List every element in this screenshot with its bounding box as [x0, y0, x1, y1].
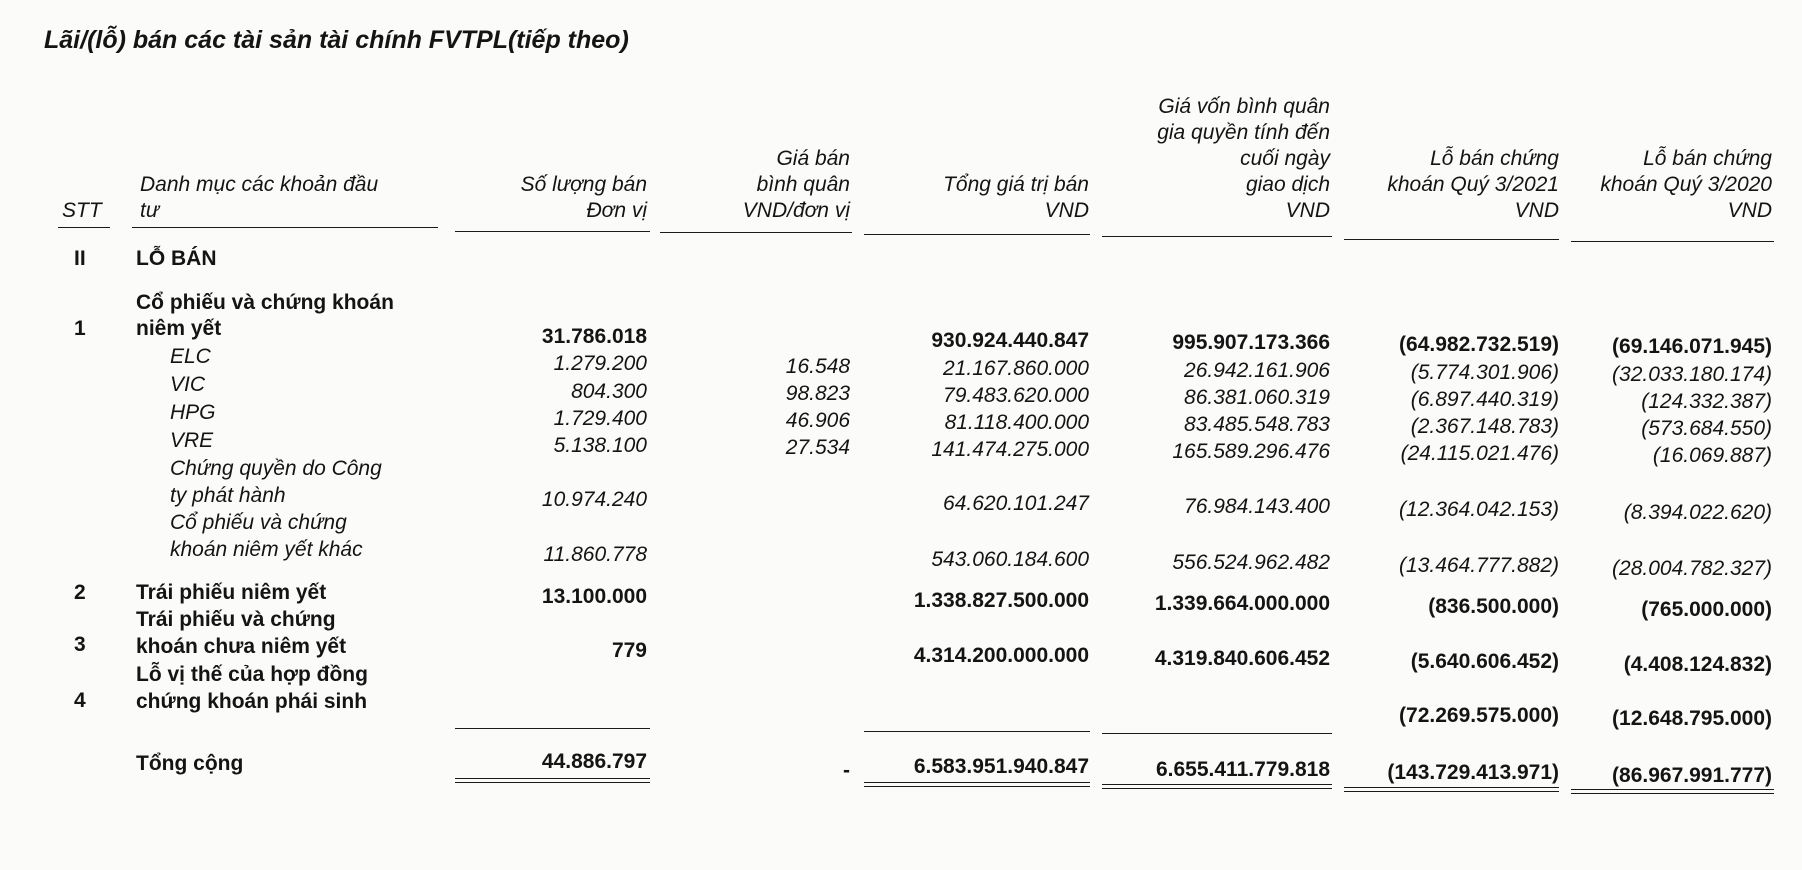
row-name-line1: Cổ phiếu và chứng [170, 511, 347, 534]
row-stt: 2 [74, 581, 86, 604]
total-loss2021: (143.729.413.971) [1387, 761, 1559, 784]
row-qty: 804.300 [571, 380, 647, 403]
header-cost-line2: gia quyền tính đến [1157, 121, 1330, 144]
header-underline-total [864, 234, 1090, 235]
row-name: VRE [170, 429, 214, 452]
row-cost: 1.339.664.000.000 [1154, 592, 1330, 615]
row-cost: 86.381.060.319 [1184, 386, 1330, 409]
row-qty: 10.974.240 [541, 488, 647, 511]
row-name: VIC [170, 373, 206, 396]
row-stt: 4 [74, 689, 86, 712]
header-underline-qty [455, 231, 650, 232]
row-loss2021: (6.897.440.319) [1410, 388, 1559, 411]
page-title: Lãi/(lỗ) bán các tài sản tài chính FVTPL(tiếp theo) [44, 26, 629, 54]
row-cost: 26.942.161.906 [1184, 359, 1330, 382]
row-qty: 11.860.778 [543, 543, 647, 566]
row-loss2021: (5.640.606.452) [1410, 650, 1559, 673]
row-cost: 556.524.962.482 [1172, 551, 1330, 574]
row-total: 930.924.440.847 [931, 329, 1089, 352]
row-qty: 5.138.100 [553, 434, 647, 457]
total-label: Tổng cộng [136, 752, 244, 775]
row-name-line2: niêm yết [136, 317, 222, 340]
row-loss2021: (13.464.777.882) [1399, 554, 1559, 577]
header-underline-cost [1102, 236, 1332, 237]
header-cost-line5: VND [1285, 199, 1330, 222]
total-double-line-loss2020 [1571, 789, 1774, 794]
header-loss2021-line2: khoán Quý 3/2021 [1387, 173, 1559, 196]
total-total: 6.583.951.940.847 [913, 755, 1089, 778]
row-total: 141.474.275.000 [931, 438, 1089, 461]
header-price-line3: VND/đơn vị [742, 199, 850, 222]
row-name-line1: Cổ phiếu và chứng khoán [136, 291, 394, 314]
total-double-line-cost [1102, 784, 1332, 789]
row-loss2020: (69.146.071.945) [1612, 335, 1772, 358]
row-loss2020: (32.033.180.174) [1612, 363, 1772, 386]
row-name-line2: chứng khoán phái sinh [136, 690, 368, 713]
row-cost: 4.319.840.606.452 [1154, 647, 1330, 670]
row-name: Trái phiếu niêm yết [136, 581, 327, 604]
row-total: 64.620.101.247 [943, 492, 1089, 515]
row-loss2020: (124.332.387) [1641, 390, 1772, 413]
row-price: 46.906 [785, 409, 850, 432]
header-loss2020-line1: Lỗ bán chứng [1643, 147, 1772, 170]
row-qty: 31.786.018 [541, 325, 647, 348]
row-name-line1: Chứng quyền do Công [170, 457, 382, 480]
row-loss2020: (28.004.782.327) [1612, 557, 1772, 580]
header-underline-loss2021 [1344, 239, 1559, 240]
row-cost: 76.984.143.400 [1184, 495, 1330, 518]
row-stt: 3 [74, 633, 86, 656]
row-loss2021: (72.269.575.000) [1399, 704, 1559, 727]
total-loss2020: (86.967.991.777) [1612, 764, 1772, 787]
total-double-line-total [864, 782, 1090, 787]
header-price-line2: bình quân [756, 173, 850, 196]
header-total-line1: Tổng giá trị bán [943, 173, 1089, 196]
header-qty-line1: Số lượng bán [520, 173, 647, 196]
row-loss2020: (4.408.124.832) [1623, 653, 1772, 676]
row-qty: 13.100.000 [541, 585, 647, 608]
row-loss2021: (836.500.000) [1428, 595, 1559, 618]
row-loss2020: (573.684.550) [1641, 417, 1772, 440]
row-name: HPG [170, 401, 216, 424]
row-loss2021: (24.115.021.476) [1400, 442, 1559, 465]
row-qty: 1.729.400 [553, 407, 647, 430]
row-loss2021: (64.982.732.519) [1399, 333, 1559, 356]
total-qty: 44.886.797 [541, 750, 647, 773]
header-cost-line4: giao dịch [1245, 173, 1330, 196]
subtotal-line-qty [455, 728, 650, 729]
row-name-line2: khoán chưa niêm yết [136, 635, 347, 658]
row-cost: 165.589.296.476 [1172, 440, 1330, 463]
header-stt: STT [62, 199, 102, 222]
row-qty: 1.279.200 [553, 352, 647, 375]
header-underline-stt [58, 227, 110, 228]
row-loss2020: (12.648.795.000) [1612, 707, 1772, 730]
subtotal-line-total [864, 731, 1090, 732]
header-loss2020-line3: VND [1727, 199, 1772, 222]
total-price: - [843, 759, 850, 782]
row-loss2021: (5.774.301.906) [1410, 361, 1559, 384]
row-loss2020: (16.069.887) [1652, 444, 1772, 467]
row-name-line1: Lỗ vị thế của hợp đồng [136, 663, 368, 686]
header-underline-name [132, 227, 438, 228]
row-price: 16.548 [785, 355, 850, 378]
row-loss2020: (765.000.000) [1641, 598, 1772, 621]
row-loss2021: (12.364.042.153) [1399, 498, 1559, 521]
row-total: 21.167.860.000 [943, 357, 1089, 380]
row-name-line1: Trái phiếu và chứng [136, 608, 336, 631]
total-cost: 6.655.411.779.818 [1155, 758, 1330, 781]
row-total: 4.314.200.000.000 [913, 644, 1089, 667]
subtotal-line-cost [1102, 733, 1332, 734]
total-double-line-loss2021 [1344, 787, 1559, 792]
header-name-line1: Danh mục các khoản đầu [140, 173, 379, 196]
row-price: 27.534 [785, 436, 850, 459]
row-stt: 1 [74, 317, 86, 340]
header-name-line2: tư [140, 199, 160, 222]
header-price-line1: Giá bán [776, 147, 850, 170]
header-underline-loss2020 [1571, 241, 1774, 242]
row-name: ELC [170, 345, 211, 368]
total-double-line-qty [455, 778, 650, 783]
row-total: 79.483.620.000 [943, 384, 1089, 407]
row-cost: 995.907.173.366 [1172, 331, 1330, 354]
section-label: LỖ BÁN [136, 247, 217, 270]
header-loss2020-line2: khoán Quý 3/2020 [1600, 173, 1772, 196]
row-loss2020: (8.394.022.620) [1623, 501, 1772, 524]
row-price: 98.823 [785, 382, 850, 405]
section-stt: II [74, 247, 86, 270]
header-cost-line3: cuối ngày [1240, 147, 1330, 170]
header-loss2021-line3: VND [1514, 199, 1559, 222]
row-total: 1.338.827.500.000 [913, 589, 1089, 612]
row-name-line2: ty phát hành [170, 484, 286, 507]
header-total-line2: VND [1044, 199, 1089, 222]
header-loss2021-line1: Lỗ bán chứng [1430, 147, 1559, 170]
row-total: 81.118.400.000 [944, 411, 1089, 434]
row-loss2021: (2.367.148.783) [1410, 415, 1559, 438]
row-qty: 779 [611, 639, 647, 662]
row-cost: 83.485.548.783 [1184, 413, 1330, 436]
header-qty-line2: Đơn vị [586, 199, 647, 222]
header-underline-price [660, 232, 852, 233]
row-total: 543.060.184.600 [931, 548, 1089, 571]
header-cost-line1: Giá vốn bình quân [1158, 95, 1330, 118]
row-name-line2: khoán niêm yết khác [170, 538, 363, 561]
